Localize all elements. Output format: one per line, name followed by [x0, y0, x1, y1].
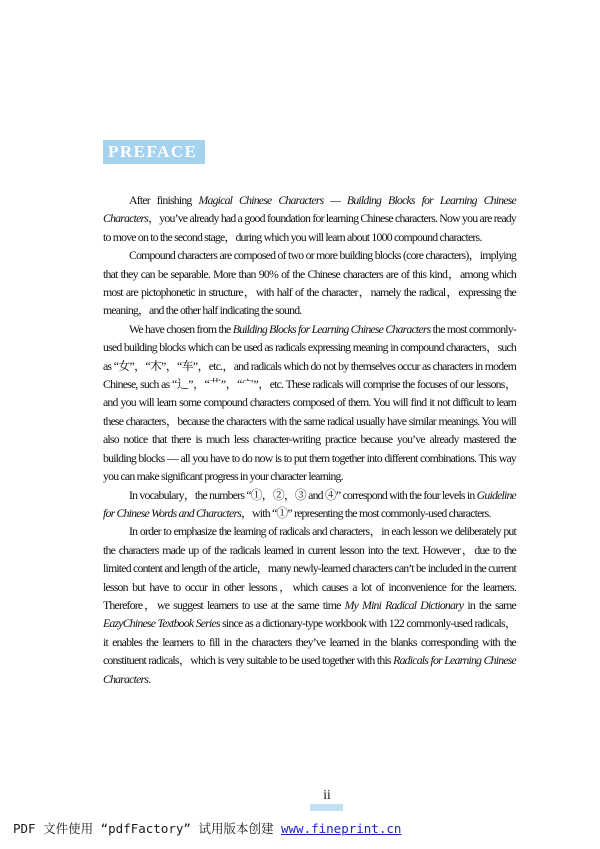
- text-run: the most commonly-used building blocks which can be used as radicals expressing meaning in compound characters，such as “女”，“木”，“车”，etc.，and radicals which do not by themselves occur as characters in modern Chinese, such as “辶”，“艹”，“宀”，etc. These radicals will comprise the focuses of our lessons，and you will learn some compound characters composed of them. You will find it not difficult to learn these characters，because the characters with the same radical usually have similar meanings. You will also notice that there is much less character-writing practice because you’ve already mastered the building blocks — all you have to do now is to put them together into different combinations. This way you can make significant progress in your character learning.: [103, 321, 517, 484]
- paragraph: [103, 246, 516, 320]
- text-run: .: [148, 671, 151, 686]
- paragraph: [103, 522, 516, 688]
- paragraph: [103, 320, 516, 486]
- text-run: In vocabulary，the numbers “①，②，③ and ④” correspond with the four levels in: [129, 487, 477, 502]
- pdf-watermark: [13, 821, 401, 837]
- preface-heading: PREFACE: [103, 140, 205, 164]
- text-run: We have chosen from the: [129, 321, 233, 336]
- paragraph: [103, 191, 516, 246]
- text-run: Compound characters are composed of two or more building blocks (core characters)，implying that they can be separable. More than 90% of the Chinese characters are of this kind，among which most are pictophonetic in structure，with half of the character，namely the radical，expressing the meaning，and the other half indicating the sound.: [103, 248, 516, 318]
- text-run: In order to emphasize the learning of radicals and characters，in each lesson we deliberately put the characters made up of the radicals learned in current lesson into the text. However，due to the limited content and length of the article，many newly-learned characters can’t be included in the current lesson but have to occur in other lessons，which causes a lot of inconvenience for the learners. Therefore，we suggest learners to use at the same time: [103, 524, 516, 612]
- italic-text-run: EazyChinese Textbook Series: [103, 616, 220, 631]
- text-run: in the same: [463, 597, 516, 612]
- italic-text-run: Building Blocks for Learning Chinese Characters: [232, 321, 431, 336]
- italic-text-run: Magical Chinese Characters — Building Blocks for Learning Chinese Characters: [103, 193, 516, 226]
- page-number-underline: [310, 804, 343, 811]
- italic-text-run: Radicals for Learning Chinese Characters: [103, 653, 516, 686]
- text-run: ，with “①” representing the most commonly-used characters.: [241, 505, 491, 520]
- italic-text-run: My Mini Radical Dictionary: [344, 597, 464, 612]
- text-run: since as a dictionary-type workbook with 122 commonly-used radicals，it enables the learners to fill in the characters they’ve learned in the blanks corresponding with the constituent radicals，which is very suitable to be used together with this: [103, 616, 516, 668]
- preface-body: [103, 191, 516, 688]
- page-number: ii: [323, 787, 331, 802]
- text-run: ，you’ve already had a good foundation for learning Chinese characters. Now you are ready to move on to the second stage，during which you will learn about 1000 compound characters.: [103, 211, 516, 244]
- watermark-text: PDF 文件使用 “pdfFactory” 试用版本创建: [13, 821, 281, 836]
- italic-text-run: Guideline for Chinese Words and Characters: [103, 487, 516, 520]
- paragraph: [103, 486, 516, 523]
- fineprint-link[interactable]: www.fineprint.cn: [281, 821, 402, 836]
- text-run: After finishing: [129, 193, 199, 207]
